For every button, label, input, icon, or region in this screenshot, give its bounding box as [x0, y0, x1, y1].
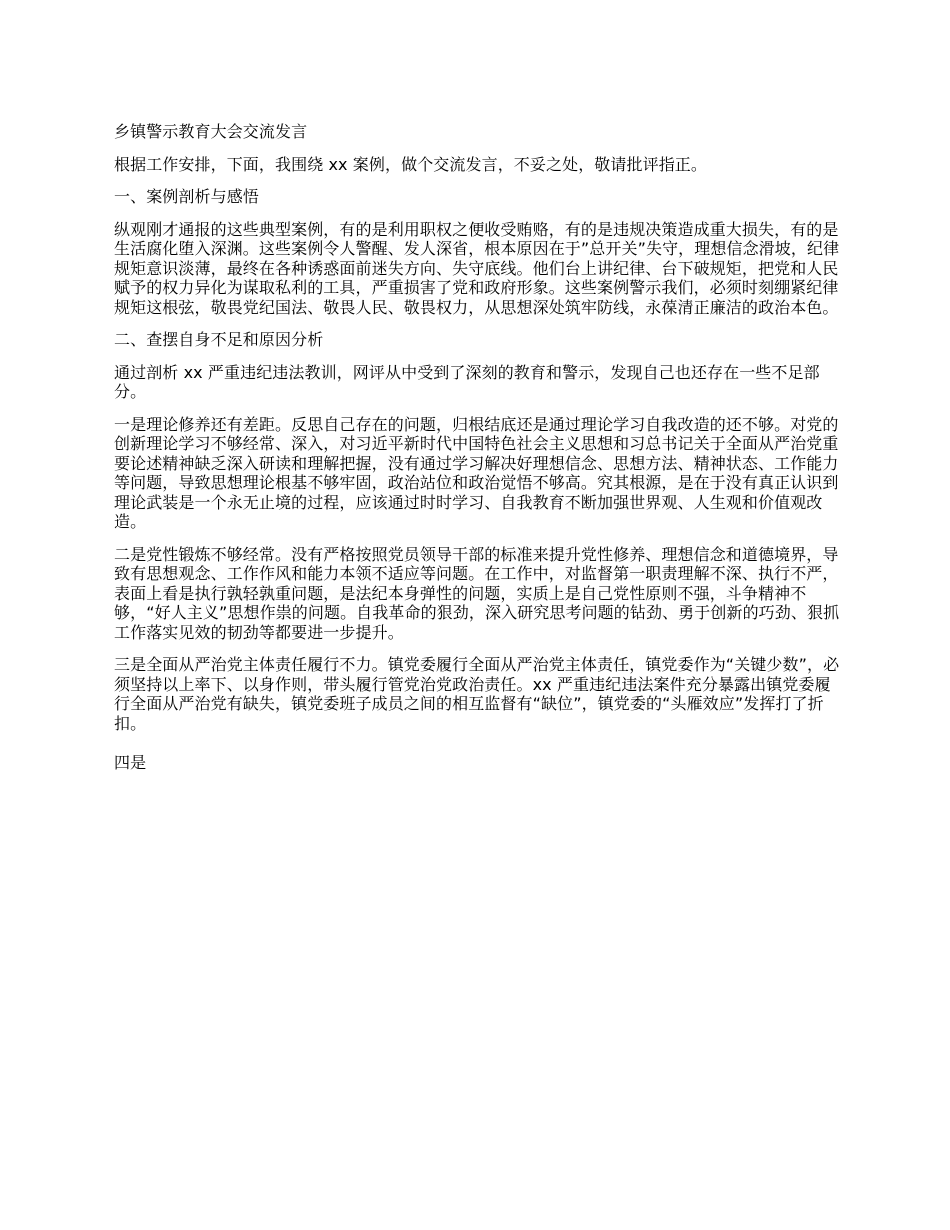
section-1-paragraph: 纵观刚才通报的这些典型案例，有的是利用职权之便收受贿赂，有的是违规决策造成重大损失，有的是生活腐化堕入深渊。这些案例令人警醒、发人深省，根本原因在于”总开关”失守，理想信念滑坡，纪律规矩意识淡薄，最终在各种诱惑面前迷失方向、失守底线。他们台上讲纪律、台下破规矩，把党和人民赋予的权力异化为谋取私利的工具，严重损害了党和政府形象。这些案例警示我们，必须时刻绷紧纪律规矩这根弦，敬畏党纪国法、敬畏人民、敬畏权力，从思想深处筑牢防线，永葆清正廉洁的政治本色。 [114, 219, 840, 317]
section-1-heading: 一、案例剖析与感悟 [114, 187, 259, 206]
point-3-paragraph: 三是全面从严治党主体责任履行不力。镇党委履行全面从严治党主体责任，镇党委作为“关键少数”，必须坚持以上率下、以身作则，带头履行管党治党政治责任。xx 严重违纪违法案件充分暴露出镇党委履行全面从严治党有缺失，镇党委班子成员之间的相互监督有“缺位”，镇党委的“头雁效应”发挥打了折扣。 [114, 655, 840, 733]
section-2-intro-paragraph: 通过剖析 xx 严重违纪违法教训，网评从中受到了深刻的教育和警示，发现自己也还存在一些不足部分。 [114, 362, 820, 401]
document-title: 乡镇警示教育大会交流发言 [114, 122, 308, 141]
point-1-paragraph: 一是理论修养还有差距。反思自己存在的问题，归根结底还是通过理论学习自我改造的还不够。对党的创新理论学习不够经常、深入，对习近平新时代中国特色社会主义思想和习总书记关于全面从严治党重要论述精神缺乏深入研读和理解把握，没有通过学习解决好理想信念、思想方法、精神状态、工作能力等问题，导致思想理论根基不够牢固，政治站位和政治觉悟不够高。究其根源，是在于没有真正认识到理论武装是一个永无止境的过程，应该通过时时学习、自我教育不断加强世界观、人生观和价值观改造。 [114, 414, 839, 531]
document-page [114, 122, 844, 786]
intro-paragraph: 根据工作安排，下面，我围绕 xx 案例，做个交流发言，不妥之处，敬请批评指正。 [114, 154, 708, 174]
point-2-paragraph: 二是党性锻炼不够经常。没有严格按照党员领导干部的标准来提升党性修养、理想信念和道德境界，导致有思想观念、工作作风和能力本领不适应等问题。在工作中，对监督第一职责理解不深、执行不严，表面上看是执行孰轻孰重问题，是法纪本身弹性的问题，实质上是自己党性原则不强，斗争精神不够，“好人主义”思想作祟的问题。自我革命的狠劲，深入研究思考问题的钻劲、勇于创新的巧劲、狠抓工作落实见效的韧劲等都要进一步提升。 [114, 544, 840, 642]
section-2-heading: 二、查摆自身不足和原因分析 [114, 330, 324, 349]
point-4-paragraph: 四是 [114, 753, 147, 772]
